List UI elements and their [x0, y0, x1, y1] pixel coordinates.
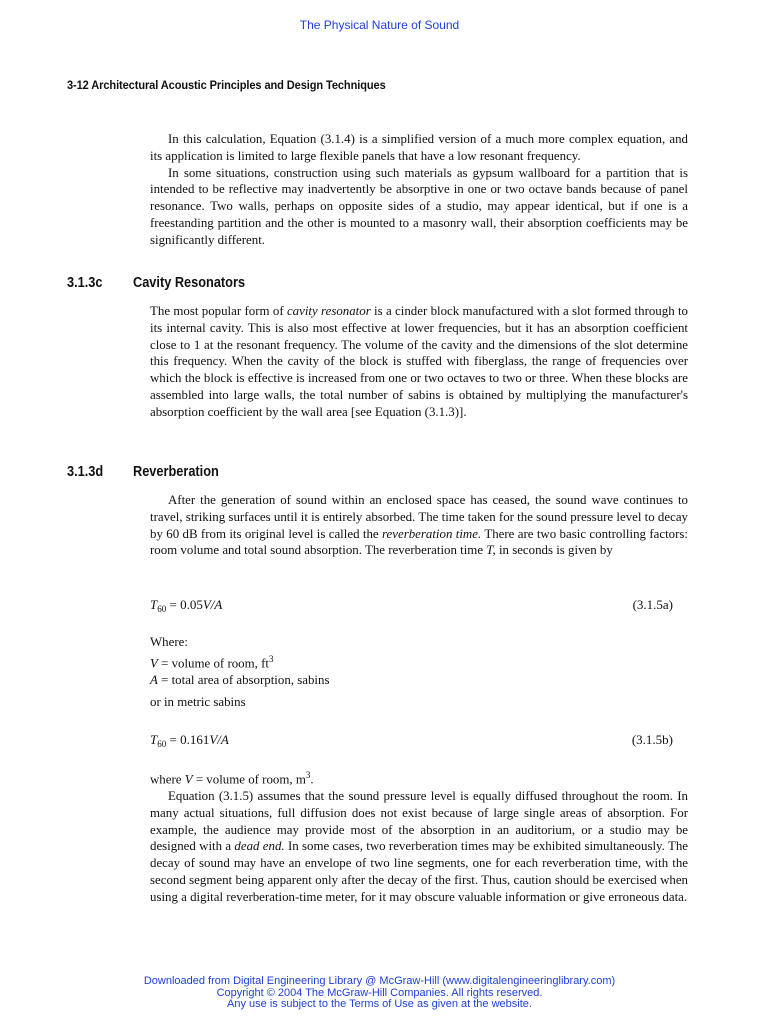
- reverberation-paragraph: After the generation of sound within an enclosed space has ceased, the sound wave continues to travel, striking surfaces until it is entirely absorbed. The time taken for the sound pressure level to decay by 60 dB from its original level is called the reverberation time. There are two basic controlling factors: room volume and total sound absorption. The reverberation time T, in seconds is given by: [150, 493, 688, 558]
- definition-area: A = total area of absorption, sabins: [150, 672, 330, 687]
- document-title: The Physical Nature of Sound: [299, 18, 460, 32]
- footer-terms: Any use is subject to the Terms of Use as given at the website.: [227, 998, 532, 1010]
- where-label: Where:: [150, 635, 188, 649]
- section-heading-reverberation: [67, 464, 219, 480]
- section-number: 3.1.3d: [67, 464, 104, 480]
- equation-expression: $T_{60} = 0.161V/A$: [150, 732, 229, 749]
- footer-notice: [0, 976, 759, 1011]
- section-heading-cavity-resonators: [67, 275, 245, 291]
- cavity-resonators-text: [150, 303, 688, 421]
- intro-text: [150, 131, 688, 249]
- running-head: 3-12 Architectural Acoustic Principles and Design Techniques: [67, 78, 386, 92]
- closing-text: [150, 767, 688, 906]
- footer-download-link[interactable]: Downloaded from Digital Engineering Library @ McGraw-Hill (www.digitalengineeringlibrary.com): [143, 975, 616, 987]
- intro-paragraph-1: In this calculation, Equation (3.1.4) is a simplified version of a much more complex equation, and its application is limited to large flexible panels that have a low resonant frequency.: [150, 132, 688, 163]
- closing-paragraph: Equation (3.1.5) assumes that the sound pressure level is equally diffused throughout the room. In many actual situations, full diffusion does not exist because of large single areas of absorption. For example, the audience may provide most of the absorption in an auditorium, or a studio may be designed with a dead end. In some cases, two reverberation times may be exhibited simultaneously. The decay of sound may have an envelope of two line segments, one for each reverberation time, with the second segment being apparent only after the decay of the first. Thus, caution should be exercised when using a digital reverberation-time meter, for it may obscure valuable information or give erroneous data.: [150, 789, 688, 904]
- cavity-paragraph: The most popular form of cavity resonator is a cinder block manufactured with a slot formed through to its internal cavity. This is also most effective at lower frequencies, but it has an absorption coefficient close to 1 at the resonant frequency. The volume of the cavity and the dimensions of the slot determine this frequency. When the cavity of the block is stuffed with fiberglass, the range of frequencies over which the block is effective is increased from one or two octaves to two or three. When these blocks are assembled into large walls, the total number of sabins is obtained by multiplying the manufacturer's absorption coefficient by the wall area [see Equation (3.1.3)].: [150, 304, 689, 419]
- where-definitions: [150, 634, 329, 689]
- section-number: 3.1.3c: [67, 275, 103, 291]
- equation-number: (3.1.5a): [632, 597, 673, 612]
- intro-paragraph-2: In some situations, construction using such materials as gypsum wallboard for a partition that is intended to be reflective may inadvertently be absorptive in one or two octave bands because of panel resonance. Two walls, perhaps on opposite sides of a studio, may appear identical, but if one is a freestanding partition and the other is mounted to a masonry wall, their absorption coefficients may be significantly different.: [150, 165, 688, 247]
- metric-sabins-note: or in metric sabins: [150, 695, 246, 709]
- section-title: Cavity Resonators: [133, 275, 246, 291]
- equation-number: (3.1.5b): [631, 732, 673, 747]
- footer-copyright: Copyright © 2004 The McGraw-Hill Companies. All rights reserved.: [216, 986, 543, 999]
- equation-expression: $T_{60} = 0.05V/A$: [150, 597, 223, 614]
- closing-where: where V = volume of room, $m^3$.: [150, 770, 314, 787]
- definition-volume: V = volume of room, $ft^3$: [150, 653, 274, 671]
- reverberation-text: [150, 492, 688, 559]
- section-title: Reverberation: [133, 464, 219, 480]
